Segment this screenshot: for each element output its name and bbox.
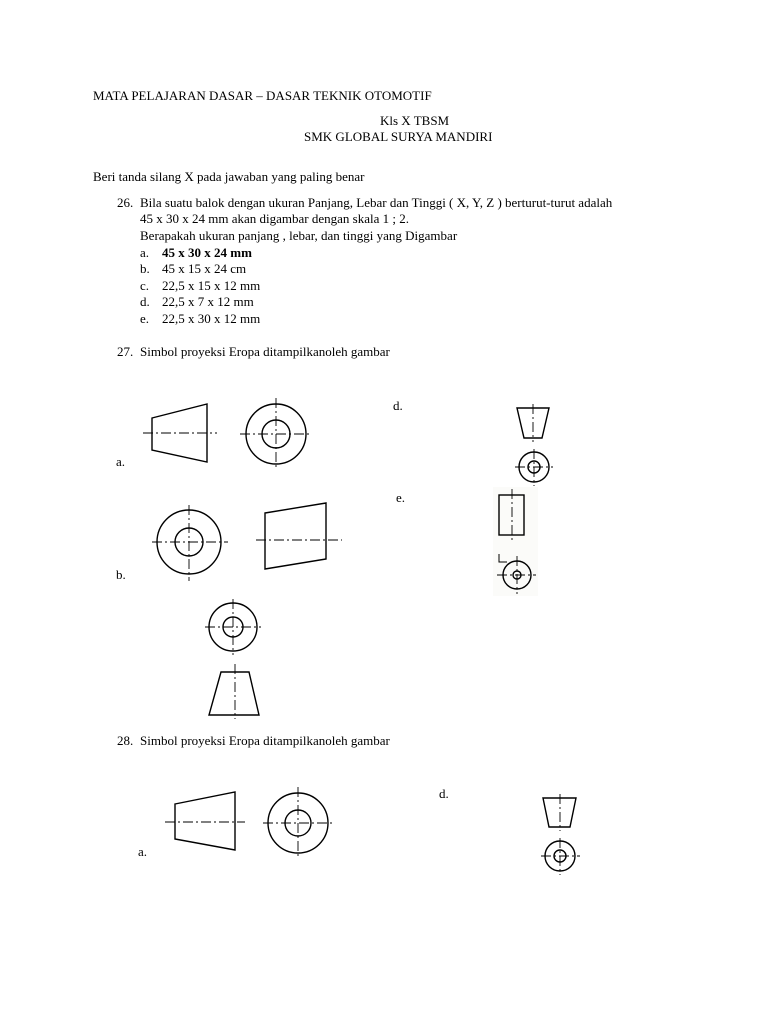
q27-option-e-label[interactable]: e. [396,490,406,505]
q27-option-a-label[interactable]: a. [116,454,126,469]
q27-a-circles-drawing[interactable] [238,398,314,472]
q27-d-trapezoid-drawing[interactable] [514,404,554,444]
q28-text: Simbol proyeksi Eropa ditampilkanoleh gambar [140,733,390,748]
q26-option-a-text[interactable]: 45 x 30 x 24 mm [162,245,252,260]
subject-title: MATA PELAJARAN DASAR – DASAR TEKNIK OTOMOTIF [93,88,432,103]
q27-e-rectangle-drawing[interactable] [493,487,538,547]
q26-option-d-text[interactable]: 22,5 x 7 x 12 mm [162,294,254,309]
class-label: Kls X TBSM [380,113,450,128]
q27-c-trapezoid-drawing[interactable] [205,664,265,720]
q26-number: 26. [117,195,134,210]
q28-d-trapezoid-drawing[interactable] [540,794,582,832]
q27-c-circles-drawing[interactable] [204,599,264,657]
q27-number: 27. [117,344,134,359]
q28-d-circles-drawing[interactable] [541,838,581,876]
q28-number: 28. [117,733,134,748]
q27-b-frustum-drawing[interactable] [256,503,346,575]
q27-e-circles-drawing[interactable] [493,548,538,596]
q28-a-frustum-drawing[interactable] [163,788,248,858]
q28-a-circles-drawing[interactable] [262,787,338,861]
q27-option-b-label[interactable]: b. [116,567,126,582]
q27-text: Simbol proyeksi Eropa ditampilkanoleh gambar [140,344,390,359]
q26-option-c-letter[interactable]: c. [140,278,150,293]
q26-option-e-letter[interactable]: e. [140,311,150,326]
q26-option-b-text[interactable]: 45 x 15 x 24 cm [162,261,247,276]
instruction-text: Beri tanda silang X pada jawaban yang paling benar [93,169,365,184]
q27-b-circles-drawing[interactable] [150,503,230,583]
q28-option-a-label[interactable]: a. [138,844,148,859]
q26-option-a-letter[interactable]: a. [140,245,150,260]
q28-option-d-label[interactable]: d. [439,786,449,801]
q27-a-frustum-drawing[interactable] [140,400,220,470]
q26-option-c-text[interactable]: 22,5 x 15 x 12 mm [162,278,261,293]
q26-line1: Bila suatu balok dengan ukuran Panjang, Lebar dan Tinggi ( X, Y, Z ) berturut-turut adalah [140,195,613,210]
q26-option-e-text[interactable]: 22,5 x 30 x 12 mm [162,311,261,326]
q26-line2: 45 x 30 x 24 mm akan digambar dengan skala 1 ; 2. [140,211,409,226]
school-name: SMK GLOBAL SURYA MANDIRI [304,129,493,144]
q26-line3: Berapakah ukuran panjang , lebar, dan tinggi yang Digambar [140,228,458,243]
q26-option-d-letter[interactable]: d. [140,294,150,309]
q26-option-b-letter[interactable]: b. [140,261,150,276]
q27-option-d-label[interactable]: d. [393,398,403,413]
q27-d-circles-drawing[interactable] [515,449,553,487]
